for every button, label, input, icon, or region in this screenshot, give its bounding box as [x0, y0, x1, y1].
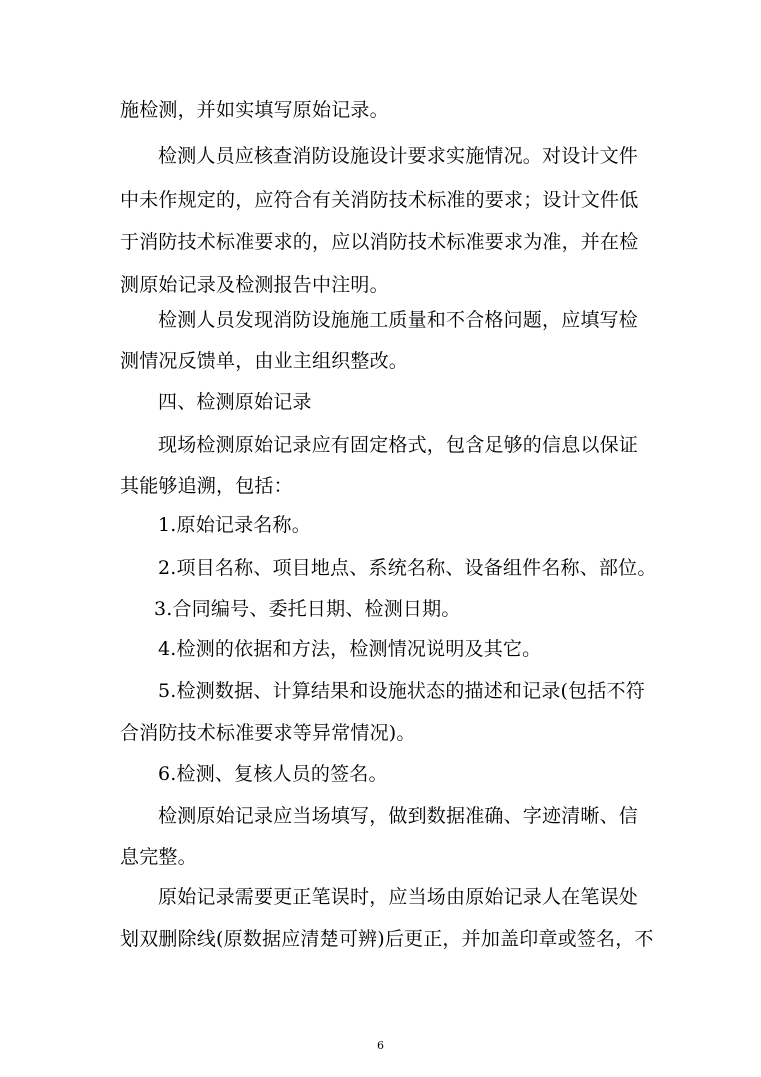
- paragraph-corrections: 原始记录需要更正笔误时，应当场由原始记录人在笔误处: [158, 886, 639, 908]
- paragraph-check-design: 检测人员应核查消防设施设计要求实施情况。对设计文件: [158, 145, 639, 167]
- section-heading-original-records: 四、检测原始记录: [158, 391, 312, 413]
- list-item-3: 3.合同编号、委托日期、检测日期。: [154, 598, 461, 620]
- page-number: 6: [377, 1039, 384, 1052]
- text-line-4: 于消防技术标准要求的，应以消防技术标准要求为准，并在检: [120, 231, 639, 253]
- text-line-3: 中未作规定的，应符合有关消防技术标准的要求；设计文件低: [120, 189, 639, 211]
- text-line-1: 施检测，并如实填写原始记录。: [120, 99, 389, 121]
- list-item-1: 1.原始记录名称。: [158, 514, 311, 536]
- list-item-5: 5.检测数据、计算结果和设施状态的描述和记录(包括不符: [158, 680, 645, 702]
- text-line-10: 其能够追溯，包括：: [120, 475, 293, 497]
- list-item-6: 6.检测、复核人员的签名。: [158, 763, 388, 785]
- text-line-21: 划双删除线(原数据应清楚可辨)后更正，并加盖印章或签名，不: [120, 928, 654, 950]
- paragraph-quality-issues: 检测人员发现消防设施施工质量和不合格问题，应填写检: [158, 309, 639, 331]
- list-item-5-continued: 合消防技术标准要求等异常情况)。: [120, 722, 416, 744]
- paragraph-record-format: 现场检测原始记录应有固定格式，包含足够的信息以保证: [158, 434, 639, 456]
- list-item-2: 2.项目名称、项目地点、系统名称、设备组件名称、部位。: [158, 557, 657, 579]
- text-line-19: 息完整。: [120, 846, 197, 868]
- text-line-5: 测原始记录及检测报告中注明。: [120, 274, 389, 296]
- list-item-4: 4.检测的依据和方法，检测情况说明及其它。: [158, 638, 542, 660]
- text-line-7: 测情况反馈单，由业主组织整改。: [120, 350, 409, 372]
- paragraph-on-site-filling: 检测原始记录应当场填写，做到数据准确、字迹清晰、信: [158, 805, 639, 827]
